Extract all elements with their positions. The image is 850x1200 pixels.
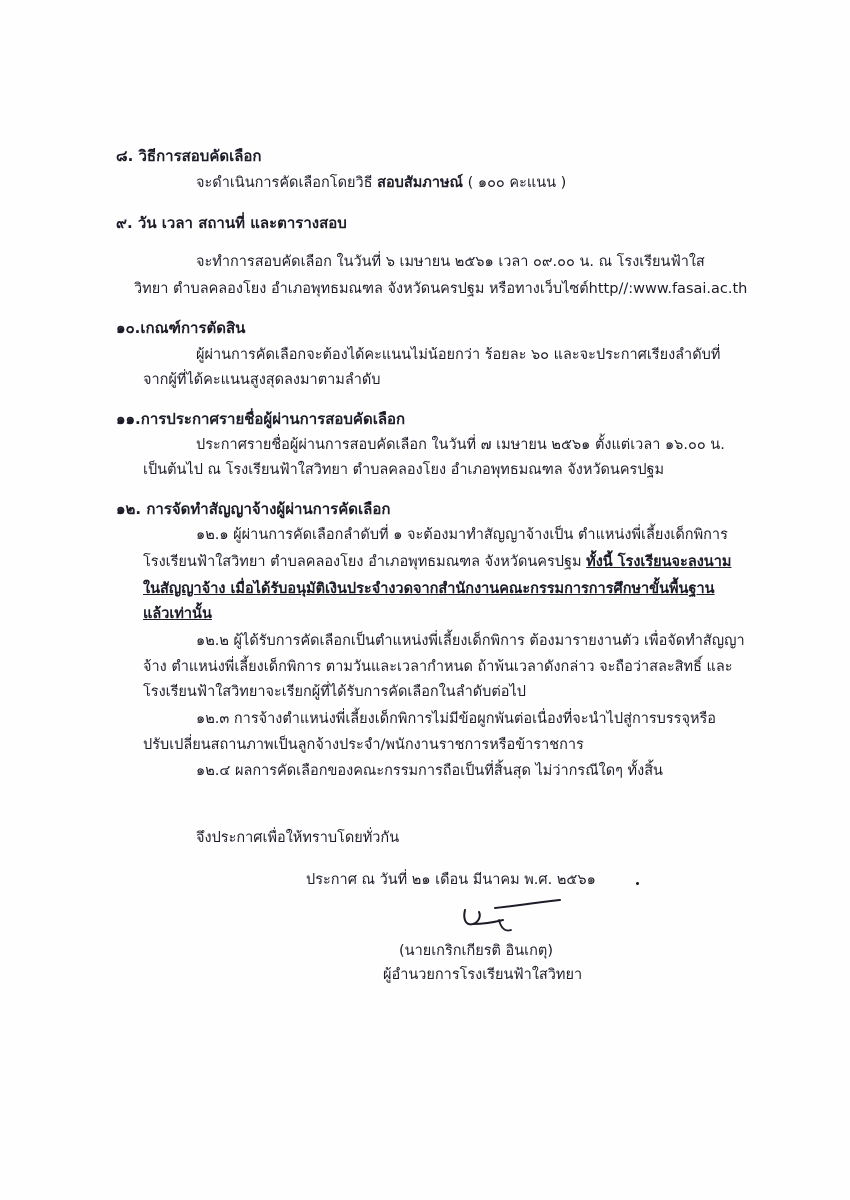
section-12-1-condition: ทั้งนี้ โรงเรียนจะลงนาม: [586, 554, 732, 570]
section-10-line-2: จากผู้ที่ได้คะแนนสูงสุดลงมาตามลำดับ: [143, 372, 381, 388]
announcement-closing: จึงประกาศเพื่อให้ทราบโดยทั่วกัน: [196, 830, 400, 846]
signer-name: (นายเกริกเกียรติ อินเกตุ): [399, 943, 553, 959]
announcement-date: ประกาศ ณ วันที่ ๒๑ เดือน มีนาคม พ.ศ. ๒๕๖๑: [306, 872, 596, 888]
section-8-score: ( ๑๐๐ คะแนน ): [462, 175, 567, 191]
section-12-4-line-1: ๑๒.๔ ผลการคัดเลือกของคณะกรรมการถือเป็นที่สิ้นสุด ไม่ว่ากรณีใดๆ ทั้งสิ้น: [196, 763, 663, 779]
section-10-heading: ๑๐.เกณฑ์การตัดสิน: [116, 319, 246, 337]
section-11-line-2: เป็นต้นไป ณ โรงเรียนฟ้าใสวิทยา ตำบลคลองโยง อำเภอพุทธมณฑล จังหวัดนครปฐม: [143, 462, 665, 478]
section-12-2-line-2: จ้าง ตำแหน่งพี่เลี้ยงเด็กพิการ ตามวันและเวลากำหนด ถ้าพ้นเวลาดังกล่าว จะถือว่าสละสิทธิ์ และ: [143, 659, 733, 675]
section-9-line-1: จะทำการสอบคัดเลือก ในวันที่ ๖ เมษายน ๒๕๖๑ เวลา ๐๙.๐๐ น. ณ โรงเรียนฟ้าใส: [196, 254, 705, 270]
signature-mark: [455, 898, 565, 938]
section-8-method: สอบสัมภาษณ์: [377, 175, 463, 191]
section-12-1-line-2: [143, 552, 731, 572]
section-10-line-1: ผู้ผ่านการคัดเลือกจะต้องได้คะแนนไม่น้อยกว่า ร้อยละ ๖๐ และจะประกาศเรียงลำดับที่: [196, 347, 721, 363]
signer-title: ผู้อำนวยการโรงเรียนฟ้าใสวิทยา: [383, 967, 583, 983]
section-12-3-line-2: ปรับเปลี่ยนสถานภาพเป็นลูกจ้างประจำ/พนักงานราชการหรือข้าราชการ: [143, 737, 584, 753]
section-9-heading: ๙. วัน เวลา สถานที่ และตารางสอบ: [116, 214, 347, 232]
date-period-mark: [636, 882, 639, 885]
section-12-1-school: โรงเรียนฟ้าใสวิทยา ตำบลคลองโยง อำเภอพุทธมณฑล จังหวัดนครปฐม: [143, 554, 587, 570]
section-8-heading: ๘. วิธีการสอบคัดเลือก: [116, 147, 262, 165]
section-8-body: [196, 173, 566, 193]
section-8-text: จะดำเนินการคัดเลือกโดยวิธี: [196, 175, 378, 191]
section-12-heading: ๑๒. การจัดทำสัญญาจ้างผู้ผ่านการคัดเลือก: [116, 500, 391, 518]
section-11-heading: ๑๑.การประกาศรายชื่อผู้ผ่านการสอบคัดเลือก: [116, 410, 406, 428]
section-9-line-2: วิทยา ตำบลคลองโยง อำเภอพุทธมณฑล จังหวัดนครปฐม หรือทางเว็บไซต์http//:www.fasai.ac.th: [134, 281, 748, 297]
section-12-1-line-3: ในสัญญาจ้าง เมื่อได้รับอนุมัติเงินประจำงวดจากสำนักงานคณะกรรมการการศึกษาขั้นพื้นฐาน: [143, 581, 715, 597]
section-11-line-1: ประกาศรายชื่อผู้ผ่านการสอบคัดเลือก ในวันที่ ๗ เมษายน ๒๕๖๑ ตั้งแต่เวลา ๑๖.๐๐ น.: [196, 437, 725, 453]
section-12-2-line-3: โรงเรียนฟ้าใสวิทยาจะเรียกผู้ที่ได้รับการคัดเลือกในลำดับต่อไป: [143, 684, 526, 700]
section-12-1-line-4: แล้วเท่านั้น: [143, 606, 212, 622]
section-12-1-line-1: ๑๒.๑ ผู้ผ่านการคัดเลือกลำดับที่ ๑ จะต้องมาทำสัญญาจ้างเป็น ตำแหน่งพี่เลี้ยงเด็กพิการ: [196, 527, 728, 543]
section-12-3-line-1: ๑๒.๓ การจ้างตำแหน่งพี่เลี้ยงเด็กพิการไม่มีข้อผูกพันต่อเนื่องที่จะนำไปสู่การบรรจุหรือ: [196, 711, 717, 727]
section-12-2-line-1: ๑๒.๒ ผู้ได้รับการคัดเลือกเป็นตำแหน่งพี่เลี้ยงเด็กพิการ ต้องมารายงานตัว เพื่อจัดทำสัญญา: [196, 633, 745, 649]
